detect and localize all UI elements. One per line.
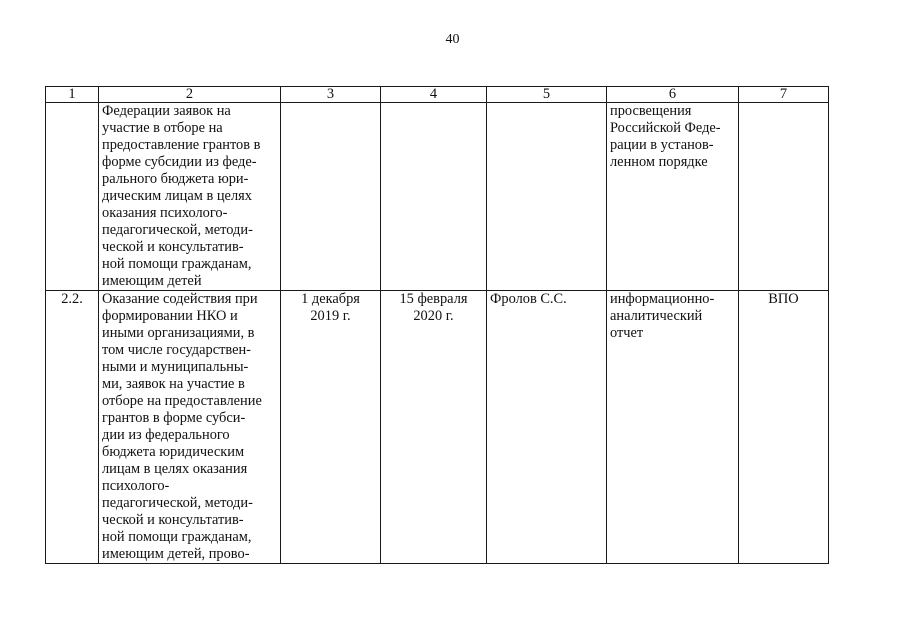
column-header: 3 [281,87,381,103]
end-date-cell: 15 февраля 2020 г. [381,291,487,564]
page-number: 40 [445,32,460,47]
description-cell: Оказание содействия при формировании НКО и иными организациями, в том числе государствен- ными и муниципальны- ми, заявок на участие в отборе на предоставление грантов в форме субси- дии из федерального бюджета юридическим лицам в целях оказания психолого- педагогической, методи- ческой и консультатив- ной помощи гражданам, имеющим детей, прово- [99,291,281,564]
table-row [46,291,829,564]
table-header-row [46,87,829,103]
column-header: 6 [607,87,739,103]
column-header: 7 [739,87,829,103]
responsible-cell: Фролов С.С. [487,291,607,564]
plan-table [45,86,829,564]
source-cell [739,103,829,291]
start-date-cell [281,103,381,291]
table-row [46,103,829,291]
row-number-cell [46,103,99,291]
row-number-cell: 2.2. [46,291,99,564]
column-header: 5 [487,87,607,103]
source-cell: ВПО [739,291,829,564]
column-header: 4 [381,87,487,103]
result-cell: информационно- аналитический отчет [607,291,739,564]
column-header: 1 [46,87,99,103]
description-cell: Федерации заявок на участие в отборе на предоставление грантов в форме субсидии из феде- рального бюджета юри- дическим лицам в целях оказания психолого- педагогической, методи- ческой и консультатив- ной помощи гражданам, имеющим детей [99,103,281,291]
column-header: 2 [99,87,281,103]
responsible-cell [487,103,607,291]
end-date-cell [381,103,487,291]
start-date-cell: 1 декабря 2019 г. [281,291,381,564]
result-cell: просвещения Российской Феде- рации в установ- ленном порядке [607,103,739,291]
